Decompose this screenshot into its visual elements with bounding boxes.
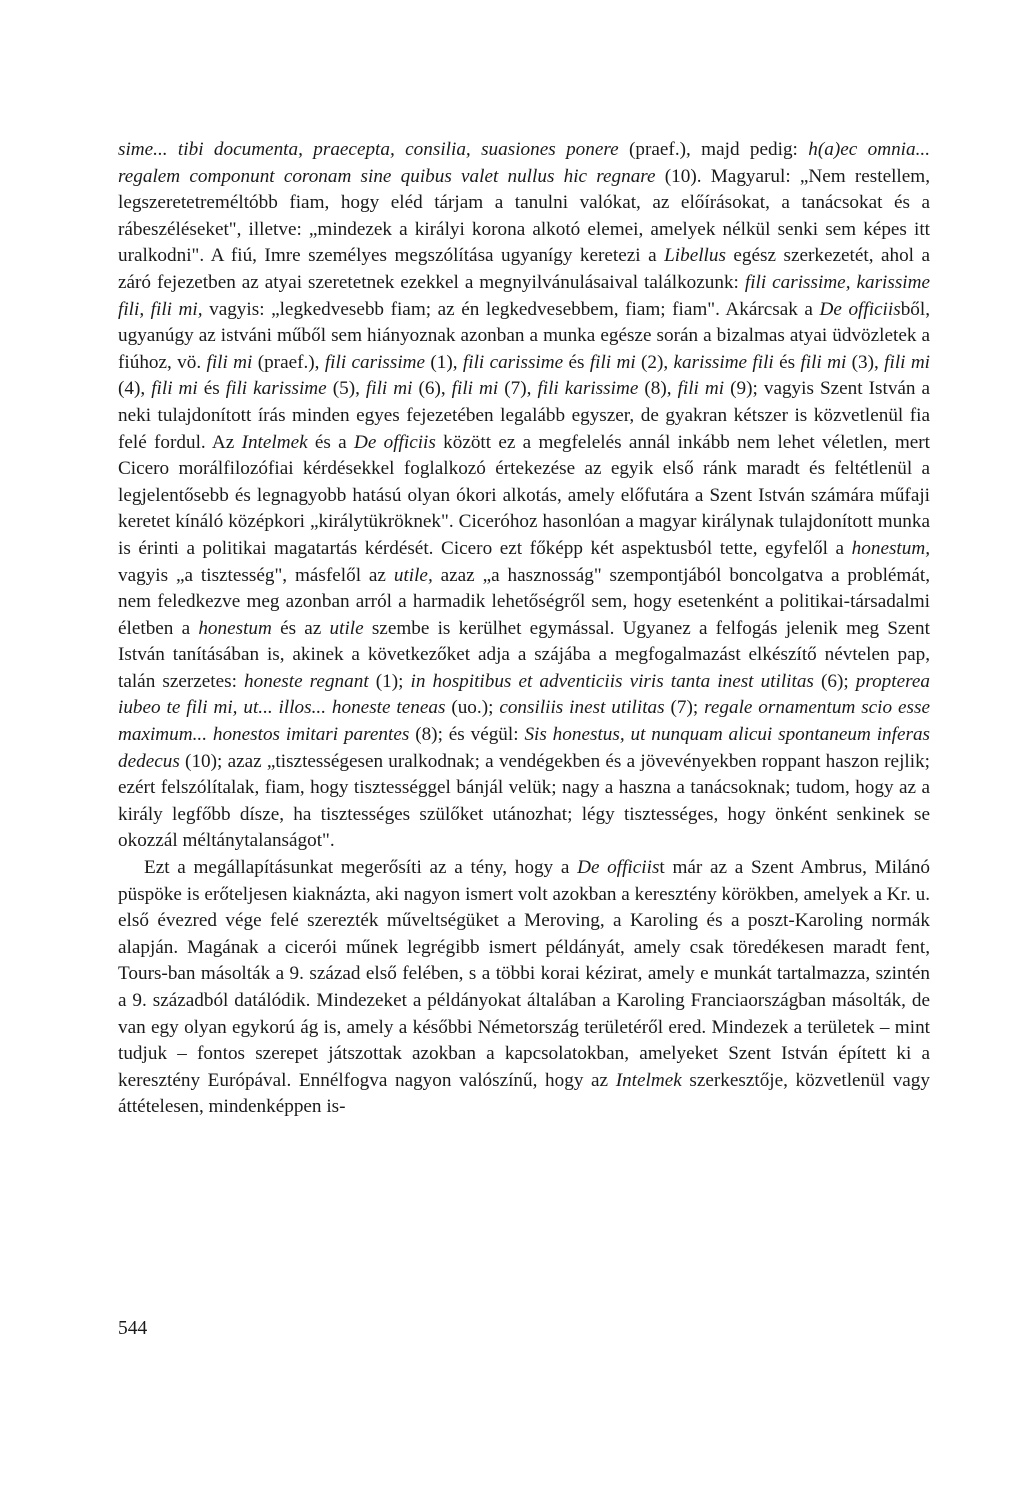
text-run: szembe is kerülhet egymással. Ugyanez a felfogás jelenik meg Szent István tanításában is, akinek a következőket adja a szájába a megfogalmazást elkészítő névtelen pap, talán szerzetes: xyxy=(118,617,930,692)
text-run: és xyxy=(563,351,590,373)
italic-text-run: fili carissime, karissime fili, fili mi, xyxy=(118,271,931,320)
text-run: és a xyxy=(307,431,354,453)
italic-text-run: fili carissime xyxy=(324,351,426,373)
italic-text-run: Intelmek xyxy=(241,431,308,453)
text-run: (8), xyxy=(638,378,678,400)
text-run: Ezt a megállapításunkat megerősíti az a tény, hogy a xyxy=(144,857,578,879)
text-run: (3), xyxy=(846,351,885,373)
italic-text-run: fili mi xyxy=(589,351,636,373)
italic-text-run: Sis honestus, ut nunquam alicui spontaneum inferas dedecus xyxy=(118,724,931,772)
text-run: egész szerkezetét, ahol a záró fejezetben az atyai szeretetnek ezekkel a megnyilvánulásaival találkozunk: xyxy=(118,245,930,293)
italic-text-run: fili carissime xyxy=(462,351,564,373)
italic-text-run: honeste regnant xyxy=(244,670,369,692)
italic-text-run: utile xyxy=(329,617,364,639)
italic-text-run: fili mi xyxy=(800,351,847,373)
italic-text-run: fili karissime xyxy=(537,378,639,400)
text-run: és xyxy=(197,378,226,400)
text-run: vagyis: „legkedvesebb fiam; az én legkedvesebbem, fiam; fiam". Akárcsak a xyxy=(202,298,820,320)
text-run: (6); xyxy=(813,670,856,692)
italic-text-run: fili mi xyxy=(365,378,413,400)
italic-text-run: fili karissime xyxy=(225,378,327,400)
italic-text-run: honestum, xyxy=(851,537,930,559)
italic-text-run: Libellus xyxy=(664,245,726,267)
text-run: (7), xyxy=(498,378,538,400)
text-run: (9); vagyis Szent István a neki tulajdonított írás minden egyes fejezetében legalább egyszer, de gyakran kétszer is közvetlenül fia felé fordul. Az xyxy=(118,378,931,453)
text-run: (2), xyxy=(635,351,674,373)
page-number: 544 xyxy=(118,1318,148,1339)
text-run: (10). Magyarul: „Nem restellem, legszeretetreméltóbb fiam, hogy eléd tárjam a tanulni valókat, az előírásokat, a tanácsokat és a rábeszéléseket", illetve: „mindezek a királyi korona alkotó elemei, amelyek nélkül senki sem képes itt uralkodni". A fiú, Imre személyes megszólítása ugyanígy keretezi a xyxy=(118,165,930,267)
italic-text-run: propterea iubeo te fili mi, ut... illos... honeste teneas xyxy=(118,670,930,719)
italic-text-run: honestum xyxy=(198,617,272,639)
italic-text-run: utile, xyxy=(393,564,433,586)
italic-text-run: regale ornamentum scio esse maximum... honestos imitari parentes xyxy=(118,697,930,746)
text-run: (1), xyxy=(425,351,463,373)
paragraph-1 xyxy=(118,137,930,855)
italic-text-run: fili mi xyxy=(677,378,725,400)
italic-text-run: fili mi xyxy=(884,351,931,373)
italic-text-run: h(a)ec omnia... regalem componunt coronam sine quibus valet nullus hic regnare xyxy=(118,139,930,187)
italic-text-run: fili mi xyxy=(206,351,253,373)
italic-text-run: De officiis xyxy=(577,857,660,879)
text-run: (1); xyxy=(368,670,411,692)
text-run: (praef.), xyxy=(252,351,325,373)
italic-text-run: fili mi xyxy=(451,378,499,400)
italic-text-run: in hospitibus et adventiciis viris tanta inest utilitas xyxy=(410,670,814,692)
italic-text-run: karissime fili xyxy=(673,351,774,373)
text-run: (4), xyxy=(118,378,152,400)
text-run: (praef.), majd pedig: xyxy=(618,139,809,160)
italic-text-run: Intelmek xyxy=(615,1069,682,1091)
text-run: és xyxy=(773,351,801,373)
text-run: (7); xyxy=(664,697,705,719)
italic-text-run: fili mi xyxy=(151,378,198,400)
text-run: t már az a Szent Ambrus, Milánó püspöke is erőteljesen kiaknázta, aki nagyon ismert volt azokban a keresztény körökben, amelyek a Kr. u. első évezred vége felé szerezték műveltségüket a Meroving, a Karoling és a poszt-Karoling normák alapján. Magának a cicerói műnek legrégibb ismert példányát, amely csak töredékesen maradt fent, Tours-ban másolták a 9. század első felében, s a többi korai kézirat, amely e munkát tartalmazza, szintén a 9. századból datálódik. Mindezeket a példányokat általában a Karoling Franciaországban másolták, de van egy olyan egykorú ág is, amely a későbbi Németország területéről ered. Mindezek a területek – mint tudjuk – fontos szerepet játszottak azokban a kapcsolatokban, amelyeket Szent István épített ki a keresztény Európával. Ennélfogva nagyon valószínű, hogy az xyxy=(118,857,931,1091)
italic-text-run: De officiis xyxy=(819,298,901,320)
text-run: szerkesztője, közvetlenül vagy áttételesen, mindenképpen is- xyxy=(118,1069,930,1118)
text-run: (6), xyxy=(412,378,452,400)
text-run: vagyis „a tisztesség", másfelől az xyxy=(118,564,394,586)
text-run: között ez a megfelelés annál inkább nem lehet véletlen, mert Cicero morálfilozófiai kérdésekkel foglalkozó értekezése az egyik első ránk maradt és feltétlenül a legjelentősebb és legnagyobb hatású olyan ókori alkotás, amely előfutára a Szent István számára műfaji keretet kínáló középkori „királytükröknek". Ciceróhoz hasonlóan a magyar királynak tulajdonított munka is érinti a politikai magatartás kérdését. Cicero ezt főképp két aspektusból tette, egyfelől a xyxy=(118,431,930,559)
text-run: (5), xyxy=(326,378,366,400)
text-run: ből, ugyanúgy az istváni műből sem hiányoznak azonban a munka egésze során a bizalmas atyai üdvözletek a fiúhoz, vö. xyxy=(118,298,931,373)
text-run: (10); azaz „tisztességesen uralkodnak; a vendégekben és a jövevényekben roppant haszon rejlik; ezért felszólítalak, fiam, hogy tisztességgel bánjál velük; nagy a haszna a tanácsoknak; tudom, hogy az a király legfőbb dísze, ha tisztességes szülőket utánozhat; légy tisztességes, hogy önként senkinek se okozzál méltánytalanságot". xyxy=(118,750,930,852)
paragraph-2 xyxy=(118,855,930,1121)
text-run: és az xyxy=(271,617,330,639)
text-run: (8); és végül: xyxy=(409,724,525,746)
page-body xyxy=(118,137,930,1121)
text-run: azaz „a hasznosság" szempontjából boncolgatva a problémát, nem feledkezve meg azonban arról a harmadik lehetőségről sem, hogy esetenként a politikai-társadalmi életben a xyxy=(118,564,930,639)
italic-text-run: sime... tibi documenta, praecepta, consilia, suasiones ponere xyxy=(118,139,619,160)
text-run: (uo.); xyxy=(445,697,500,719)
italic-text-run: consiliis inest utilitas xyxy=(499,697,665,719)
italic-text-run: De officiis xyxy=(353,431,436,453)
